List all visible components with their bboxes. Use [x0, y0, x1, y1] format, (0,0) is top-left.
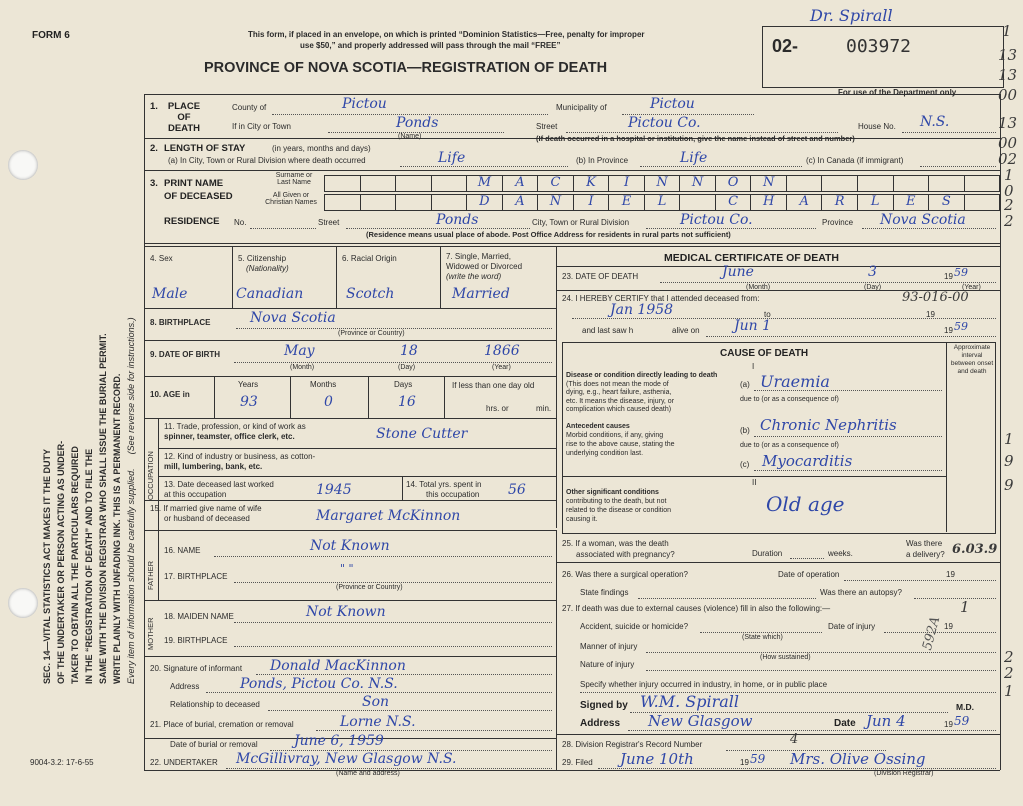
certify-code: 93-016-00 — [902, 290, 969, 305]
cause-heading: CAUSE OF DEATH — [720, 348, 809, 359]
dept-use-label: For use of the Department only — [838, 88, 957, 97]
margin-code: 9 — [1004, 452, 1014, 470]
filed-date: June 10th — [620, 750, 694, 768]
informant-address: Ponds, Pictou Co. N.S. — [240, 676, 398, 692]
attended-from-value: Jan 1958 — [610, 302, 674, 318]
last-saw-year: 59 — [954, 320, 968, 333]
cause-c-value: Myocarditis — [762, 452, 853, 470]
certificate-year: 59 — [954, 714, 970, 728]
margin-code: 00 — [998, 134, 1018, 152]
margin-code: 2 — [1004, 212, 1014, 230]
delivery-code: 6.03.9 — [952, 542, 998, 557]
house-value: N.S. — [920, 114, 950, 130]
last-saw-value: Jun 1 — [734, 318, 772, 334]
residence-street-value: Ponds — [436, 212, 479, 228]
mother-name-value: Not Known — [306, 604, 386, 620]
residence-province-value: Nova Scotia — [880, 212, 966, 228]
street-value: Pictou Co. — [628, 115, 701, 131]
relationship-value: Son — [362, 694, 390, 710]
certificate-date: Jun 4 — [866, 712, 906, 730]
dob-year-value: 1866 — [484, 343, 520, 359]
other-conditions-value: Old age — [766, 492, 845, 516]
father-birthplace-value: " " — [340, 562, 354, 575]
stay-province-value: Life — [680, 150, 708, 166]
cause-a-value: Uraemia — [760, 372, 830, 391]
residence-city-value: Pictou Co. — [680, 212, 753, 228]
margin-code: 1 — [1004, 682, 1014, 700]
physician-signature: W.M. Spirall — [640, 692, 740, 711]
postal-note-line1: This form, if placed in an envelope, on which is printed “Dominion Statistics—Free, penalty for improper — [248, 30, 645, 39]
medical-heading: MEDICAL CERTIFICATE OF DEATH — [664, 252, 839, 264]
dod-year-value: 59 — [954, 266, 968, 279]
city-value: Ponds — [396, 115, 439, 131]
municipality-value: Pictou — [650, 96, 695, 112]
form-title: PROVINCE OF NOVA SCOTIA—REGISTRATION OF DEATH — [204, 60, 608, 76]
margin-code: 1 — [1004, 166, 1014, 184]
reg-prefix: 02- — [772, 36, 799, 56]
margin-code: 9 — [1004, 476, 1014, 494]
age-days-value: 16 — [398, 394, 416, 410]
dob-month-value: May — [284, 343, 315, 359]
punch-hole — [8, 150, 38, 180]
age-years-value: 93 — [240, 394, 258, 410]
reg-number: 003972 — [846, 36, 912, 57]
registrar-record-number: 4 — [790, 732, 799, 747]
margin-code: 13 — [998, 114, 1018, 132]
informant-signature: Donald MacKinnon — [270, 658, 406, 674]
citizenship-value: Canadian — [236, 286, 304, 302]
margin-code: 2 — [1004, 196, 1014, 214]
margin-code: 13 — [998, 46, 1018, 64]
margin-code: 1 — [960, 598, 970, 616]
frame-right — [1000, 94, 1001, 770]
form-number: FORM 6 — [32, 30, 70, 41]
father-name-value: Not Known — [310, 538, 390, 554]
birthplace-value: Nova Scotia — [250, 310, 336, 326]
margin-code: 00 — [998, 86, 1018, 104]
margin-code: 2 — [1004, 648, 1014, 666]
postal-note-line2: use $50,” and properly addressed will pass through the mail “FREE” — [300, 41, 561, 50]
dob-day-value: 18 — [400, 343, 418, 359]
burial-date-value: June 6, 1959 — [294, 733, 384, 749]
sex-value: Male — [152, 286, 188, 302]
stamp-number: 592A — [920, 614, 944, 652]
place-of-death-label: PLACE OF DEATH — [167, 101, 201, 134]
marital-status-value: Married — [452, 286, 510, 302]
given-names-grid: D A N I E L C H A R L E S — [324, 194, 1000, 211]
registrar-signature: Mrs. Olive Ossing — [790, 750, 926, 768]
trade-value: Stone Cutter — [376, 426, 468, 442]
punch-hole — [8, 588, 38, 618]
racial-origin-value: Scotch — [346, 286, 395, 302]
occupation-side-label: OCCUPATION — [146, 451, 155, 500]
print-code: 9004-3.2: 17-6-55 — [30, 758, 94, 767]
dod-day-value: 3 — [868, 264, 877, 280]
side-note: SEC. 14—VITAL STATISTICS ACT MAKES IT THE DUTY OF THE UNDERTAKER OR PERSON ACTING AS UNDER- TAKER TO OBTAIN ALL THE PARTICULARS REQUIRED IN THE “REGISTRATION OF DEATH” AND TO FILE THE SAME WITH THE DIVISION REGISTRAR WHO SHALL ISSUE THE BURIAL PERMIT. WRITE PLAINLY WITH UNFADING INK. THIS IS A PERMANENT RECORD. Every item of information should be carefully supplied. (See reverse side for instructions.) — [42, 317, 136, 684]
burial-place-value: Lorne N.S. — [340, 714, 416, 730]
physician-address: New Glasgow — [648, 712, 753, 730]
age-months-value: 0 — [324, 394, 333, 410]
margin-code: 02 — [998, 150, 1018, 168]
total-years-value: 56 — [508, 482, 526, 498]
filed-year: 59 — [750, 752, 766, 766]
undertaker-value: McGillivray, New Glasgow N.S. — [236, 751, 457, 767]
spouse-value: Margaret McKinnon — [316, 508, 461, 524]
margin-code: 13 — [998, 66, 1018, 84]
frame-left — [144, 94, 145, 770]
surname-grid: M A C K I N N O N — [324, 175, 1000, 192]
margin-code: 0 — [1004, 182, 1014, 200]
margin-code: 1 — [1002, 22, 1012, 40]
last-worked-value: 1945 — [316, 482, 352, 498]
top-handwriting: Dr. Spirall — [810, 6, 893, 25]
cause-b-value: Chronic Nephritis — [760, 416, 897, 434]
stay-city-value: Life — [438, 150, 466, 166]
margin-code: 2 — [1004, 664, 1014, 682]
death-registration-form: FORM 6 This form, if placed in an envelope, on which is printed “Dominion Statistics—Free, penalty for improper use $50,” and properly addressed will pass through the mail “FREE” PROVINCE OF NOVA SCOTIA—REGISTRATION OF DEATH Dr. Spirall 02- 003972 For use of the Department only 1 13 13 00 13 00 02 1 0 2 2 1 9 9 1 2 2 1 SEC. 14—VITAL STATISTICS ACT MAKES IT THE DUTY OF THE UNDERTAKER OR PERSON ACTING AS UNDER- TAKER TO OBTAIN ALL THE PARTICULARS REQUIRED IN THE “REGISTRATION OF DEATH” AND TO FILE THE SAME WITH THE DIVISION REGISTRAR WHO SHALL ISSUE THE BURIAL PERMIT. WRITE PLAINLY WITH UNFADING INK. THIS IS A PERMANENT RECORD. Every item of information should be carefully supplied. (See reverse side for instructions.) 1. PLACE OF DEATH County of Pictou Municipality of Pictou If in City or Town Ponds (Name) Street Pictou Co. House No. N.S. (If death occurred in a hospital or institution, give the name instead of street and number) 2. LENGTH OF STAY (in years, months and days) (a) In City, Town or Rural Division where death occurred Life (b) In Province Life (c) In Canada (if immigrant) 3. PRINT NAME OF DECEASED Surname or Last Name All Given or Christian Names M A C K I N N O N D A N I E L C H A R L E S RESIDENCE No. Street Ponds City, Town or Rural Division Pictou Co. Province Nova Scotia (Residence means usual place of abode. Post Office Address for residents in rural parts not sufficient) 4. Sex 5. Citizenship (Nationality) 6. Racial Origin 7. Single, Married, Widowed or Divorced (write the word) Male Canadian Scotch Married 8. BIRTHPLACE Nova Scotia (Province or Country) 9. DATE OF BIRTH May 18 1866 (Month) (Day) (Year) 10. AGE in Years Months Days 93 0 16 If less than one day old hrs. or min. OCCUPATION 11. Trade, profession, or kind of work as spinner, teamster, office clerk, etc. Stone Cutter 12. Kind of industry or business, as cotton- mill, lumbering, bank, etc. 13. Date deceased last worked at this occupation 1945 14. Total yrs. spent in this occupation 56 15. If married give name of wife or husband of deceased Margaret McKinnon FATHER MOTHER 16. NAME Not Known 17. BIRTHPLACE " " (Province or Country) 18. MAIDEN NAME Not Known 19. BIRTHPLACE 20. Signature of informant Donald MacKinnon Address Ponds, Pictou Co. N.S. Relationship to deceased Son 21. Place of burial, cremation or removal Lorne N.S. Date of burial or removal June 6, 1959 22. UNDERTAKER McGillivray, New Glasgow N.S. (Name and address) MEDICAL CERTIFICATE OF DEATH 23. DATE OF DEATH June 3 19 59 (Month) (Day) (Year) 24. I HEREBY CERTIFY that I attended deceased from: 93-016-00 Jan 1958 to 19 and last saw h alive on Jun 1 19 59 CAUSE OF DEATH Approximate interval between onset and death I Disease or condition directly leading to death (This does not mean the mode of dying, e.g., heart failure, asthenia, etc. It means the disease, injury, or complication which caused death) (a) Uraemia due to (or as a consequence of) Antecedent causes Morbid conditions, if any, giving rise to the above cause, stating the underlying condition last. (b) Chronic Nephritis due to (or as a consequence of) (c) Myocarditis II Other significant conditions contributing to the death, but not related to the disease or condition causing it. Old age 25. If a woman, was the death associated with pregnancy? Duration weeks. Was there a delivery? 6.03.9 26. Was there a surgical operation? Date of operation 19 State findings Was there an autopsy? 27. If death was due to external causes (violence) fill in also the following:— Accident, suicide or homicide? (State which) Date of injury 19 Manner of injury (How sustained) Nature of injury Specify whether injury occurred in industry, in home, or in public place 592A Signed by W.M. Spirall M.D. Address New Glasgow Date Jun 4 19 59 28. Division Registrar's Record Number 4 29. Filed June 10th 19 59 Mrs. Olive Ossing (Division Registrar) 9004-3.2: 17-6-55 — [0, 0, 1023, 806]
dod-month-value: June — [722, 264, 754, 280]
margin-code: 1 — [1004, 430, 1014, 448]
county-value: Pictou — [342, 96, 387, 112]
